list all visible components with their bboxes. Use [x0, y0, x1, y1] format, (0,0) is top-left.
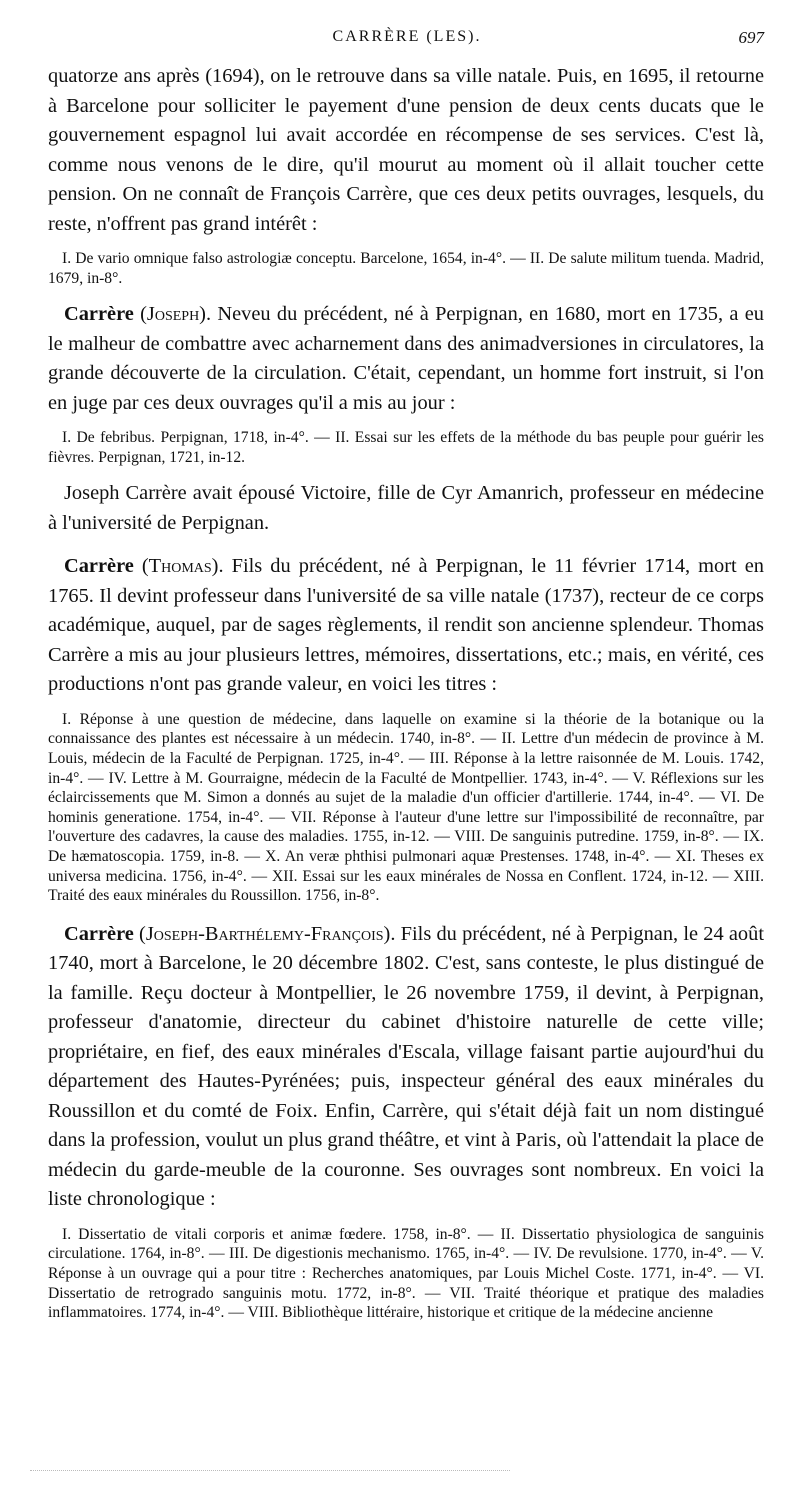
bibliography-thomas: I. Réponse à une question de médecine, dans laquelle on examine si la théorie de la botanique ou la connaissance des plantes est nécessaire à un médecin. 1740, in-8°. — II. Lettre d'un médecin de province à M. Louis, médecin de la Faculté de Perpignan. 1725, in-4°. — III. Réponse à la lettre raisonnée de M. Louis. 1742, in-4°. — IV. Lettre à M. Gourraigne, médecin de la Faculté de Montpellier. 1743, in-4°. — V. Réflexions sur les éclaircissements que M. Simon a donnés au sujet de la maladie d'un officier d'artillerie. 1744, in-4°. — VI. De hominis generatione. 1754, in-4°. — VII. Réponse à l'auteur d'une lettre sur l'impossibilité de reconnaître, par l'ouverture des cadavres, la cause des maladies. 1755, in-12. — VIII. De sanguinis putredine. 1759, in-8°. — IX. De hæmatoscopia. 1759, in-8. — X. An veræ phthisi pulmonari aquæ Prestenses. 1748, in-4°. — XI. Theses ex universa medicina. 1756, in-4°. — XII. Essai sur les eaux minérales de Nossa en Conflent. 1724, in-12. — XIII. Traité des eaux minérales du Roussillon. 1756, in-8°.	[48, 710, 764, 905]
entry-joseph	[48, 300, 764, 418]
entry-given-name: (Joseph).	[140, 303, 212, 326]
bibliography-francois: I. De vario omnique falso astrologiæ conceptu. Barcelone, 1654, in-4°. — II. De salute militum tuenda. Madrid, 1679, in-8°.	[48, 250, 764, 287]
bibliography-joseph: I. De febribus. Perpignan, 1718, in-4°. — II. Essai sur les effets de la méthode du bas peuple pour guérir les fièvres. Perpignan, 1721, in-12.	[48, 429, 764, 466]
page-number: 697	[738, 28, 764, 47]
header-title: CARRÈRE (LES).	[332, 28, 482, 45]
entry-name: Carrère	[64, 555, 134, 578]
entry-given-name: (Joseph-Barthélemy-François).	[139, 922, 396, 945]
entry-text: Neveu du précédent, né à Perpignan, en 1680, mort en 1735, a eu le malheur de combattre avec acharnement dans des animadversiones in circulatores, la grande découverte de la circulation. C'était, cependant, un homme fort instruit, si l'on en juge par ces deux ouvrages qu'il a mis au jour :	[48, 303, 764, 414]
bibliography-joseph-barthelemy-francois: I. Dissertatio de vitali corporis et animæ fœdere. 1758, in-8°. — II. Dissertatio physiologica de sanguinis circulatione. 1764, in-8°. — III. De digestionis mechanismo. 1765, in-4°. — IV. De revulsione. 1770, in-4°. — V. Réponse à un ouvrage qui a pour titre : Recherches anatomiques, par Louis Michel Coste. 1771, in-4°. — VI. Dissertatio de retrogrado sanguinis motu. 1772, in-8°. — VII. Traité théorique et pratique des maladies inflammatoires. 1774, in-4°. — VIII. Bibliothèque littéraire, historique et critique de la médecine ancienne	[48, 1225, 764, 1322]
entry-text: Fils du précédent, né à Perpignan, le 24 août 1740, mort à Barcelone, le 20 décembre 1802. C'est, sans conteste, le plus distingué de la famille. Reçu docteur à Montpellier, le 26 novembre 1759, il devint, à Perpignan, professeur d'anatomie, directeur du cabinet d'histoire naturelle de cette ville; propriétaire, en fief, des eaux minérales d'Escala, village faisant partie aujourd'hui du département des Hautes-Pyrénées; puis, inspecteur général des eaux minérales du Roussillon et du comté de Foix. Enfin, Carrère, qui s'était déjà fait un nom distingué dans la profession, voulut un plus grand théâtre, et vint à Paris, où l'attendait la place de médecin du garde-meuble de la couronne. Ses ouvrages sont nombreux. En voici la liste chronologique :	[48, 922, 764, 1211]
running-header	[50, 28, 764, 54]
entry-given-name: (Thomas).	[141, 555, 224, 578]
entry-joseph-barthelemy-francois	[48, 920, 764, 1215]
paragraph-francois-continued: quatorze ans après (1694), on le retrouve dans sa ville natale. Puis, en 1695, il retourne à Barcelone pour solliciter le payement d'une pension de deux cents ducats que le gouvernement espagnol lui avait accordée en récompense de ses services. C'est là, comme nous venons de le dire, qu'il mourut au moment où il allait toucher cette pension. On ne connaît de François Carrère, que ces deux petits ouvrages, lesquels, du reste, n'offrent pas grand intérêt :	[48, 65, 764, 235]
entry-text: Fils du précédent, né à Perpignan, le 11 février 1714, mort en 1765. Il devint professeur dans l'université de sa ville natale (1737), recteur de ce corps académique, auquel, par de sages règlements, il rendit son ancienne splendeur. Thomas Carrère a mis au jour plusieurs lettres, mémoires, dissertations, etc.; mais, en vérité, ces productions n'ont pas grande valeur, en voici les titres :	[48, 555, 764, 696]
entry-name: Carrère	[64, 922, 134, 945]
paragraph-joseph-marriage: Joseph Carrère avait épousé Victoire, fille de Cyr Amanrich, professeur en médecine à l'université de Perpignan.	[48, 482, 764, 534]
entry-name: Carrère	[64, 303, 134, 326]
entry-thomas	[48, 552, 764, 700]
page-body	[48, 62, 764, 1335]
bottom-divider	[30, 1470, 510, 1471]
